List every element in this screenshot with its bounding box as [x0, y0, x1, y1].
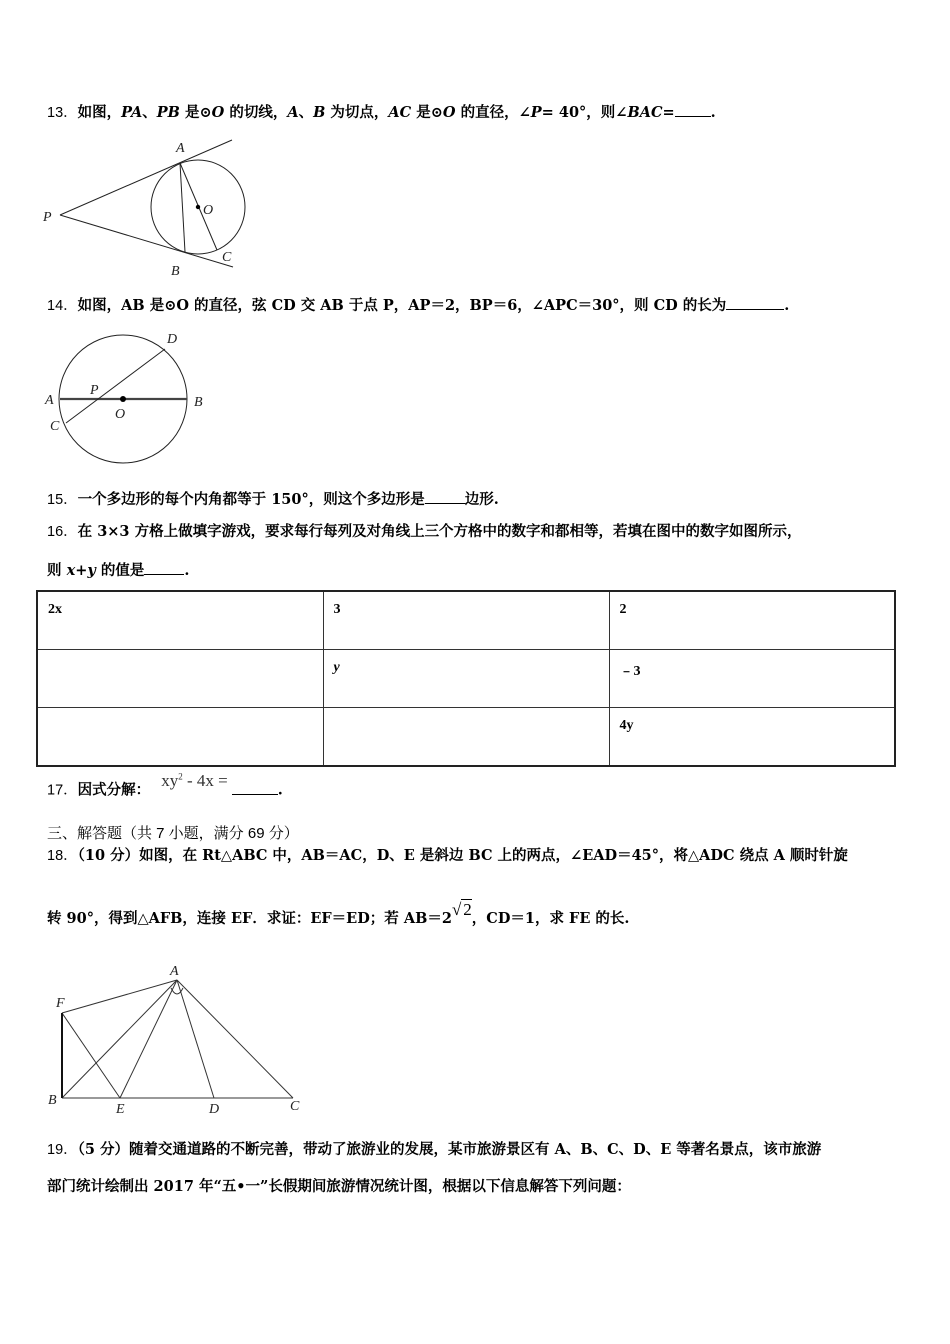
grid-cell: 4y [609, 708, 895, 767]
text: . [277, 781, 283, 799]
math-var: B [313, 104, 326, 121]
label-P: P [90, 383, 99, 398]
text: = [662, 104, 675, 121]
label-O: O [203, 203, 214, 218]
question-19-text-line2 [47, 1177, 631, 1197]
label-C: C [222, 250, 232, 265]
text: 在 3×3 方格上做填字游戏，要求每行每列及对角线上三个方格中的数字和都相等，若填在图中的数字如图所示， [77, 523, 802, 540]
answer-blank [675, 102, 711, 117]
question-number: 16． [47, 524, 78, 540]
math-var: O [442, 104, 456, 121]
grid-row [37, 650, 895, 708]
question-16-text-line1 [47, 522, 802, 542]
expr-part: - 4x = [182, 770, 228, 790]
question-17-text [47, 770, 283, 801]
section-heading: 三、解答题（共 7 小题，满分 69 分） [47, 825, 299, 842]
grid-cell [37, 650, 323, 708]
question-number: 17． [47, 782, 78, 799]
text: 如图，AB 是⊙O 的直径，弦 CD 交 AB 于点 P，AP＝2，BP＝6，∠APC＝30°，则 CD 的长为 [77, 297, 727, 314]
text: 是⊙ [411, 104, 443, 121]
math-var: BAC [627, 104, 663, 121]
grid-cell [37, 708, 323, 767]
label-B: B [48, 1093, 57, 1108]
text: 为切点， [325, 104, 389, 121]
expr-part: xy [161, 770, 179, 790]
sqrt-symbol: √ 2 [451, 900, 472, 919]
text: 边形. [464, 491, 499, 508]
text: = 40°，则∠ [541, 104, 628, 121]
math-var: AC [388, 104, 412, 121]
grid-cell: 2 [609, 591, 895, 650]
label-D: D [167, 332, 178, 347]
text: 的直径，∠ [455, 104, 531, 121]
label-E: E [116, 1102, 125, 1117]
math-var: O [211, 104, 225, 121]
question-19-text-line1 [47, 1140, 821, 1160]
question-number: 14． [47, 298, 78, 314]
question-15-text [47, 489, 499, 510]
question-number: 19． [47, 1142, 78, 1158]
answer-blank [232, 780, 278, 795]
exponent: 2 [178, 771, 183, 781]
answer-blank [425, 489, 465, 504]
label-C: C [290, 1099, 300, 1114]
label-B: B [194, 395, 203, 410]
text: （5 分）随着交通道路的不断完善，带动了旅游业的发展，某市旅游景区有 A、B、C、D、E 等著名景点，该市旅游 [77, 1141, 822, 1158]
sqrt-value: 2 [463, 900, 472, 919]
text: （10 分）如图，在 Rt△ABC 中，AB＝AC，D、E 是斜边 BC 上的两点，∠EAD＝45°，将△ADC 绕点 A 顺时针旋 [77, 847, 848, 864]
grid-cell [323, 708, 609, 767]
grid-row [37, 708, 895, 767]
answer-blank [726, 295, 784, 310]
magic-square-grid [36, 590, 896, 767]
label-O: O [115, 407, 126, 422]
grid-cell: y [323, 650, 609, 708]
label-A: A [45, 393, 54, 408]
label-A: A [170, 964, 179, 979]
math-expression [161, 771, 228, 790]
grid-cell: 2x [37, 591, 323, 650]
grid-cell: ﹣3 [609, 650, 895, 708]
question-16-text-line2 [47, 560, 189, 581]
text: 、 [298, 104, 314, 121]
label-F: F [56, 996, 65, 1011]
text: 、 [142, 104, 157, 121]
text: 转 90°，得到△AFB，连接 EF．求证：EF＝ED；若 AB＝2 [47, 910, 452, 927]
question-14-text [47, 295, 789, 316]
math-var: PB [156, 104, 180, 121]
text: 的切线， [224, 104, 288, 121]
figure-q18-triangle [40, 955, 320, 1120]
question-18-text-line1 [47, 846, 848, 866]
label-D: D [209, 1102, 220, 1117]
text: . [784, 297, 790, 314]
label-P: P [43, 210, 52, 225]
grid-row [37, 591, 895, 650]
question-13-text [47, 102, 716, 123]
math-var: x+y [66, 562, 96, 579]
math-var: PA [121, 104, 143, 121]
question-18-text-line2 [47, 900, 630, 929]
text: 的值是 [95, 562, 145, 579]
text: 因式分解： [77, 781, 151, 799]
text: 一个多边形的每个内角都等于 150°，则这个多边形是 [77, 491, 425, 508]
question-number: 13． [47, 105, 78, 121]
figure-q14-chord-circle [40, 325, 220, 470]
figure-q13-tangent-circle [40, 130, 270, 280]
math-var: P [530, 104, 542, 121]
grid-cell: 3 [323, 591, 609, 650]
text: 是⊙ [179, 104, 212, 121]
text: 则 [47, 562, 67, 579]
text: . [710, 104, 716, 121]
text: 部门统计绘制出 2017 年“五•一”长假期间旅游情况统计图，根据以下信息解答下列问题： [47, 1178, 631, 1195]
label-A: A [176, 141, 185, 156]
text: ，CD＝1，求 FE 的长. [471, 910, 630, 927]
text: 如图， [77, 104, 122, 121]
text: . [184, 562, 190, 579]
question-number: 15． [47, 492, 78, 508]
math-var: A [287, 104, 299, 121]
question-number: 18． [47, 848, 78, 864]
answer-blank [144, 560, 184, 575]
label-B: B [171, 264, 180, 279]
label-C: C [50, 419, 60, 434]
